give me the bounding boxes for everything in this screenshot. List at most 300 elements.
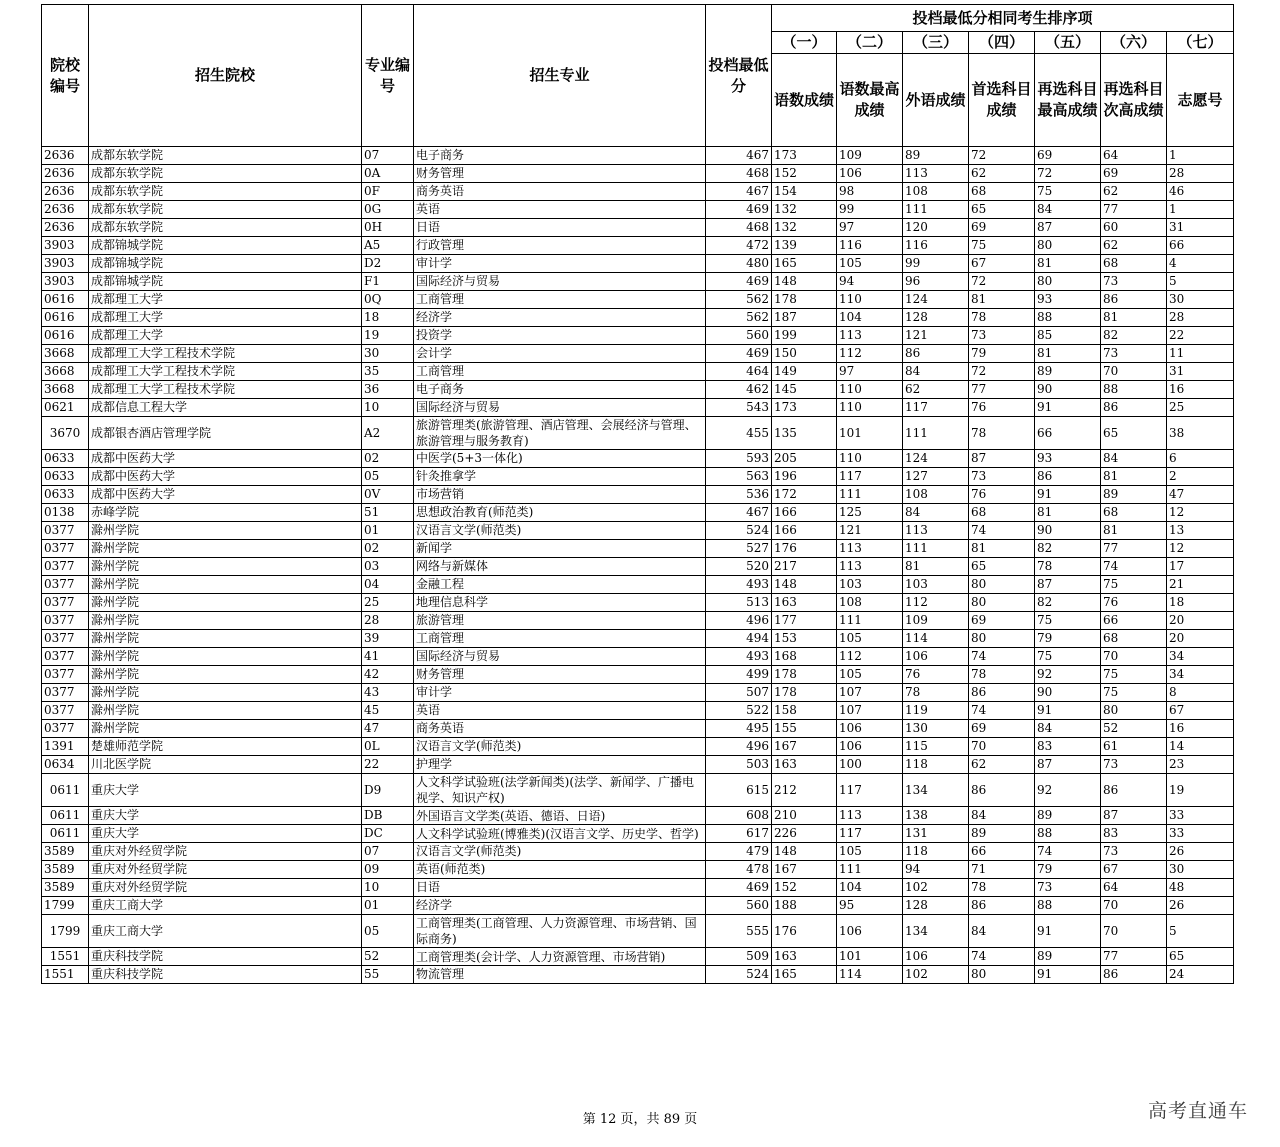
cell-school-name: 滁州学院: [89, 630, 362, 648]
cell-elective-max-score: 88: [1035, 309, 1101, 327]
cell-school-code: 0377: [42, 522, 89, 540]
header-order-4: （四）: [969, 32, 1035, 54]
cell-chinese-math-score: 167: [772, 738, 837, 756]
cell-major-code: 47: [362, 720, 414, 738]
cell-primary-subject-score: 65: [969, 558, 1035, 576]
cell-chinese-math-score: 139: [772, 237, 837, 255]
cell-primary-subject-score: 68: [969, 183, 1035, 201]
cell-preference-number: 24: [1167, 966, 1234, 984]
cell-major-code: 41: [362, 648, 414, 666]
cell-elective-max-score: 92: [1035, 774, 1101, 807]
cell-preference-number: 23: [1167, 756, 1234, 774]
cell-foreign-language-score: 124: [903, 450, 969, 468]
cell-school-code: 0611: [42, 774, 89, 807]
cell-elective-max-score: 89: [1035, 948, 1101, 966]
cell-min-score: 522: [706, 702, 772, 720]
cell-foreign-language-score: 113: [903, 522, 969, 540]
cell-school-code: 0377: [42, 540, 89, 558]
cell-school-code: 0633: [42, 468, 89, 486]
cell-school-code: 2636: [42, 201, 89, 219]
cell-elective-max-score: 93: [1035, 450, 1101, 468]
cell-elective-second-score: 74: [1101, 558, 1167, 576]
cell-elective-second-score: 62: [1101, 237, 1167, 255]
cell-elective-max-score: 90: [1035, 522, 1101, 540]
cell-school-code: 0377: [42, 720, 89, 738]
table-row: [42, 558, 1234, 576]
header-major-code: 专业编号: [362, 5, 414, 147]
cell-major-code: 0L: [362, 738, 414, 756]
cell-primary-subject-score: 72: [969, 273, 1035, 291]
cell-major-code: 30: [362, 345, 414, 363]
cell-preference-number: 25: [1167, 399, 1234, 417]
cell-foreign-language-score: 114: [903, 630, 969, 648]
cell-preference-number: 5: [1167, 915, 1234, 948]
table-row: [42, 756, 1234, 774]
cell-major-code: 0F: [362, 183, 414, 201]
cell-foreign-language-score: 113: [903, 165, 969, 183]
cell-school-name: 重庆对外经贸学院: [89, 843, 362, 861]
table-row: [42, 915, 1234, 948]
cell-elective-max-score: 75: [1035, 612, 1101, 630]
cell-preference-number: 5: [1167, 273, 1234, 291]
cell-chinese-math-score: 176: [772, 540, 837, 558]
cell-major-code: 19: [362, 327, 414, 345]
table-row: [42, 738, 1234, 756]
cell-major-name: 会计学: [414, 345, 706, 363]
cell-chinese-math-max: 110: [837, 291, 903, 309]
cell-chinese-math-max: 110: [837, 450, 903, 468]
cell-major-code: 0Q: [362, 291, 414, 309]
cell-min-score: 493: [706, 576, 772, 594]
header-order-2: （二）: [837, 32, 903, 54]
cell-school-code: 0633: [42, 486, 89, 504]
cell-preference-number: 20: [1167, 612, 1234, 630]
cell-foreign-language-score: 134: [903, 774, 969, 807]
cell-preference-number: 33: [1167, 825, 1234, 843]
cell-school-code: 3903: [42, 255, 89, 273]
cell-major-code: 39: [362, 630, 414, 648]
cell-chinese-math-score: 178: [772, 684, 837, 702]
cell-chinese-math-score: 166: [772, 522, 837, 540]
cell-chinese-math-max: 112: [837, 345, 903, 363]
cell-elective-max-score: 84: [1035, 720, 1101, 738]
cell-chinese-math-score: 155: [772, 720, 837, 738]
cell-elective-second-score: 52: [1101, 720, 1167, 738]
cell-elective-max-score: 75: [1035, 183, 1101, 201]
cell-major-name: 财务管理: [414, 666, 706, 684]
cell-major-code: F1: [362, 273, 414, 291]
cell-elective-second-score: 75: [1101, 666, 1167, 684]
cell-chinese-math-max: 99: [837, 201, 903, 219]
cell-elective-second-score: 73: [1101, 756, 1167, 774]
cell-school-code: 0377: [42, 666, 89, 684]
cell-chinese-math-max: 117: [837, 468, 903, 486]
cell-preference-number: 16: [1167, 720, 1234, 738]
cell-chinese-math-score: 177: [772, 612, 837, 630]
cell-elective-second-score: 82: [1101, 327, 1167, 345]
cell-min-score: 469: [706, 879, 772, 897]
cell-school-code: 0621: [42, 399, 89, 417]
cell-elective-max-score: 79: [1035, 630, 1101, 648]
header-elective-second-score: 再选科目次高成绩: [1101, 54, 1167, 147]
cell-school-name: 成都东软学院: [89, 219, 362, 237]
header-major-name: 招生专业: [414, 5, 706, 147]
table-row: [42, 861, 1234, 879]
cell-elective-second-score: 77: [1101, 201, 1167, 219]
cell-min-score: 524: [706, 522, 772, 540]
cell-school-code: 2636: [42, 219, 89, 237]
cell-major-code: 25: [362, 594, 414, 612]
cell-major-name: 国际经济与贸易: [414, 648, 706, 666]
cell-major-code: 04: [362, 576, 414, 594]
cell-school-name: 滁州学院: [89, 684, 362, 702]
cell-major-name: 旅游管理类(旅游管理、酒店管理、会展经济与管理、旅游管理与服务教育): [414, 417, 706, 450]
cell-foreign-language-score: 96: [903, 273, 969, 291]
cell-chinese-math-max: 104: [837, 879, 903, 897]
cell-elective-max-score: 92: [1035, 666, 1101, 684]
cell-chinese-math-score: 165: [772, 255, 837, 273]
cell-major-code: 52: [362, 948, 414, 966]
cell-major-name: 汉语言文学(师范类): [414, 843, 706, 861]
cell-chinese-math-score: 210: [772, 807, 837, 825]
cell-elective-max-score: 85: [1035, 327, 1101, 345]
cell-foreign-language-score: 99: [903, 255, 969, 273]
cell-elective-second-score: 70: [1101, 648, 1167, 666]
cell-elective-max-score: 81: [1035, 504, 1101, 522]
cell-school-name: 滁州学院: [89, 576, 362, 594]
cell-elective-second-score: 64: [1101, 147, 1167, 165]
cell-school-name: 重庆科技学院: [89, 966, 362, 984]
cell-min-score: 479: [706, 843, 772, 861]
cell-school-name: 成都东软学院: [89, 165, 362, 183]
cell-elective-second-score: 75: [1101, 684, 1167, 702]
cell-preference-number: 34: [1167, 666, 1234, 684]
cell-elective-max-score: 90: [1035, 684, 1101, 702]
cell-chinese-math-score: 150: [772, 345, 837, 363]
cell-foreign-language-score: 118: [903, 756, 969, 774]
cell-min-score: 494: [706, 630, 772, 648]
table-body: [42, 147, 1234, 984]
cell-min-score: 469: [706, 201, 772, 219]
cell-major-name: 市场营销: [414, 486, 706, 504]
header-preference-number: 志愿号: [1167, 54, 1234, 147]
cell-school-code: 3903: [42, 237, 89, 255]
cell-school-code: 2636: [42, 147, 89, 165]
cell-chinese-math-score: 163: [772, 756, 837, 774]
cell-elective-max-score: 87: [1035, 756, 1101, 774]
cell-chinese-math-max: 112: [837, 648, 903, 666]
table-row: [42, 327, 1234, 345]
cell-school-name: 成都理工大学工程技术学院: [89, 345, 362, 363]
cell-primary-subject-score: 80: [969, 594, 1035, 612]
cell-major-name: 金融工程: [414, 576, 706, 594]
cell-school-code: 3589: [42, 843, 89, 861]
cell-preference-number: 31: [1167, 363, 1234, 381]
header-tie-break-group: 投档最低分相同考生排序项: [772, 5, 1234, 32]
cell-major-name: 工商管理: [414, 363, 706, 381]
cell-chinese-math-max: 106: [837, 720, 903, 738]
cell-chinese-math-score: 148: [772, 576, 837, 594]
cell-elective-second-score: 86: [1101, 966, 1167, 984]
cell-foreign-language-score: 81: [903, 558, 969, 576]
cell-school-code: 3668: [42, 381, 89, 399]
cell-chinese-math-score: 168: [772, 648, 837, 666]
cell-school-code: 3670: [42, 417, 89, 450]
cell-primary-subject-score: 71: [969, 861, 1035, 879]
cell-chinese-math-max: 106: [837, 915, 903, 948]
cell-major-code: 22: [362, 756, 414, 774]
table-row: [42, 486, 1234, 504]
cell-preference-number: 48: [1167, 879, 1234, 897]
cell-foreign-language-score: 119: [903, 702, 969, 720]
cell-chinese-math-score: 148: [772, 843, 837, 861]
cell-chinese-math-score: 187: [772, 309, 837, 327]
cell-chinese-math-score: 167: [772, 861, 837, 879]
cell-school-code: 1799: [42, 897, 89, 915]
cell-elective-second-score: 68: [1101, 630, 1167, 648]
cell-chinese-math-score: 226: [772, 825, 837, 843]
cell-school-name: 重庆大学: [89, 825, 362, 843]
cell-chinese-math-max: 125: [837, 504, 903, 522]
cell-foreign-language-score: 111: [903, 201, 969, 219]
cell-chinese-math-max: 98: [837, 183, 903, 201]
cell-chinese-math-max: 111: [837, 612, 903, 630]
cell-elective-max-score: 74: [1035, 843, 1101, 861]
cell-primary-subject-score: 81: [969, 291, 1035, 309]
table-row: [42, 255, 1234, 273]
cell-chinese-math-score: 148: [772, 273, 837, 291]
cell-preference-number: 11: [1167, 345, 1234, 363]
cell-elective-max-score: 91: [1035, 915, 1101, 948]
cell-school-code: 0377: [42, 576, 89, 594]
cell-major-code: A2: [362, 417, 414, 450]
cell-primary-subject-score: 86: [969, 897, 1035, 915]
cell-primary-subject-score: 62: [969, 756, 1035, 774]
cell-primary-subject-score: 76: [969, 399, 1035, 417]
cell-major-name: 汉语言文学(师范类): [414, 522, 706, 540]
cell-school-code: 1551: [42, 948, 89, 966]
cell-school-name: 重庆工商大学: [89, 897, 362, 915]
cell-major-code: 09: [362, 861, 414, 879]
cell-min-score: 503: [706, 756, 772, 774]
cell-primary-subject-score: 69: [969, 612, 1035, 630]
cell-elective-second-score: 68: [1101, 504, 1167, 522]
cell-primary-subject-score: 73: [969, 327, 1035, 345]
cell-min-score: 615: [706, 774, 772, 807]
cell-major-name: 英语(师范类): [414, 861, 706, 879]
cell-school-code: 3589: [42, 879, 89, 897]
cell-primary-subject-score: 62: [969, 165, 1035, 183]
cell-chinese-math-max: 116: [837, 237, 903, 255]
cell-primary-subject-score: 70: [969, 738, 1035, 756]
cell-chinese-math-max: 107: [837, 702, 903, 720]
cell-school-code: 0377: [42, 630, 89, 648]
table-row: [42, 630, 1234, 648]
cell-foreign-language-score: 102: [903, 966, 969, 984]
cell-chinese-math-max: 121: [837, 522, 903, 540]
cell-preference-number: 21: [1167, 576, 1234, 594]
table-row: [42, 201, 1234, 219]
cell-major-code: 01: [362, 897, 414, 915]
cell-elective-second-score: 80: [1101, 702, 1167, 720]
cell-chinese-math-max: 105: [837, 630, 903, 648]
cell-min-score: 464: [706, 363, 772, 381]
table-row: [42, 363, 1234, 381]
admission-score-table: [41, 4, 1234, 984]
cell-min-score: 608: [706, 807, 772, 825]
cell-school-name: 成都理工大学: [89, 291, 362, 309]
cell-foreign-language-score: 130: [903, 720, 969, 738]
cell-primary-subject-score: 86: [969, 774, 1035, 807]
cell-chinese-math-score: 188: [772, 897, 837, 915]
cell-elective-second-score: 81: [1101, 309, 1167, 327]
cell-primary-subject-score: 72: [969, 363, 1035, 381]
table-row: [42, 879, 1234, 897]
cell-elective-max-score: 82: [1035, 540, 1101, 558]
cell-primary-subject-score: 74: [969, 648, 1035, 666]
cell-chinese-math-max: 108: [837, 594, 903, 612]
cell-chinese-math-max: 105: [837, 666, 903, 684]
cell-school-name: 成都东软学院: [89, 201, 362, 219]
cell-chinese-math-score: 135: [772, 417, 837, 450]
cell-foreign-language-score: 134: [903, 915, 969, 948]
table-row: [42, 468, 1234, 486]
cell-elective-max-score: 82: [1035, 594, 1101, 612]
cell-chinese-math-max: 117: [837, 774, 903, 807]
cell-min-score: 472: [706, 237, 772, 255]
cell-school-name: 成都理工大学: [89, 327, 362, 345]
cell-chinese-math-max: 113: [837, 807, 903, 825]
cell-major-code: 28: [362, 612, 414, 630]
cell-major-name: 人文科学试验班(博雅类)(汉语言文学、历史学、哲学): [414, 825, 706, 843]
cell-min-score: 543: [706, 399, 772, 417]
cell-major-code: DB: [362, 807, 414, 825]
cell-major-name: 工商管理: [414, 291, 706, 309]
cell-preference-number: 17: [1167, 558, 1234, 576]
cell-elective-second-score: 75: [1101, 576, 1167, 594]
cell-foreign-language-score: 84: [903, 363, 969, 381]
cell-min-score: 593: [706, 450, 772, 468]
cell-school-name: 滁州学院: [89, 612, 362, 630]
cell-major-code: 0V: [362, 486, 414, 504]
header-chinese-math-max: 语数最高成绩: [837, 54, 903, 147]
cell-chinese-math-max: 103: [837, 576, 903, 594]
cell-major-name: 商务英语: [414, 720, 706, 738]
cell-primary-subject-score: 65: [969, 201, 1035, 219]
cell-chinese-math-max: 114: [837, 966, 903, 984]
cell-school-name: 重庆对外经贸学院: [89, 861, 362, 879]
cell-major-code: 02: [362, 450, 414, 468]
cell-foreign-language-score: 112: [903, 594, 969, 612]
cell-major-code: 01: [362, 522, 414, 540]
cell-foreign-language-score: 106: [903, 648, 969, 666]
cell-elective-second-score: 67: [1101, 861, 1167, 879]
cell-primary-subject-score: 69: [969, 219, 1035, 237]
cell-preference-number: 20: [1167, 630, 1234, 648]
cell-major-name: 审计学: [414, 255, 706, 273]
cell-min-score: 520: [706, 558, 772, 576]
cell-min-score: 462: [706, 381, 772, 399]
cell-primary-subject-score: 66: [969, 843, 1035, 861]
table-row: [42, 843, 1234, 861]
cell-preference-number: 12: [1167, 504, 1234, 522]
cell-major-name: 旅游管理: [414, 612, 706, 630]
cell-major-name: 护理学: [414, 756, 706, 774]
cell-min-score: 495: [706, 720, 772, 738]
cell-school-name: 成都理工大学工程技术学院: [89, 363, 362, 381]
cell-min-score: 562: [706, 291, 772, 309]
cell-min-score: 507: [706, 684, 772, 702]
cell-chinese-math-score: 163: [772, 948, 837, 966]
cell-primary-subject-score: 67: [969, 255, 1035, 273]
cell-major-name: 工商管理类(会计学、人力资源管理、市场营销): [414, 948, 706, 966]
cell-school-name: 成都中医药大学: [89, 450, 362, 468]
cell-elective-second-score: 76: [1101, 594, 1167, 612]
cell-chinese-math-max: 94: [837, 273, 903, 291]
cell-preference-number: 31: [1167, 219, 1234, 237]
cell-school-code: 1551: [42, 966, 89, 984]
cell-major-name: 日语: [414, 219, 706, 237]
cell-chinese-math-max: 101: [837, 948, 903, 966]
cell-primary-subject-score: 74: [969, 702, 1035, 720]
table-row: [42, 594, 1234, 612]
cell-chinese-math-score: 153: [772, 630, 837, 648]
cell-major-code: 10: [362, 399, 414, 417]
cell-preference-number: 28: [1167, 309, 1234, 327]
cell-primary-subject-score: 74: [969, 948, 1035, 966]
cell-min-score: 496: [706, 612, 772, 630]
cell-preference-number: 30: [1167, 861, 1234, 879]
cell-foreign-language-score: 138: [903, 807, 969, 825]
cell-chinese-math-max: 97: [837, 363, 903, 381]
cell-chinese-math-max: 105: [837, 255, 903, 273]
cell-foreign-language-score: 86: [903, 345, 969, 363]
cell-primary-subject-score: 79: [969, 345, 1035, 363]
cell-school-code: 0377: [42, 594, 89, 612]
cell-school-code: 0634: [42, 756, 89, 774]
cell-elective-max-score: 69: [1035, 147, 1101, 165]
cell-preference-number: 28: [1167, 165, 1234, 183]
cell-major-code: 05: [362, 915, 414, 948]
cell-school-code: 0616: [42, 309, 89, 327]
cell-chinese-math-score: 178: [772, 666, 837, 684]
cell-major-code: 05: [362, 468, 414, 486]
header-school-name: 招生院校: [89, 5, 362, 147]
cell-preference-number: 66: [1167, 237, 1234, 255]
cell-primary-subject-score: 80: [969, 630, 1035, 648]
cell-elective-max-score: 83: [1035, 738, 1101, 756]
cell-min-score: 499: [706, 666, 772, 684]
cell-school-name: 成都锦城学院: [89, 237, 362, 255]
table-row: [42, 165, 1234, 183]
table-row: [42, 522, 1234, 540]
cell-school-code: 0611: [42, 807, 89, 825]
cell-school-code: 1799: [42, 915, 89, 948]
cell-foreign-language-score: 76: [903, 666, 969, 684]
cell-min-score: 469: [706, 273, 772, 291]
cell-major-name: 英语: [414, 201, 706, 219]
cell-elective-max-score: 80: [1035, 273, 1101, 291]
cell-major-code: 51: [362, 504, 414, 522]
header-order-7: （七）: [1167, 32, 1234, 54]
cell-chinese-math-max: 117: [837, 825, 903, 843]
watermark-text: 高考直通车: [1147, 1100, 1248, 1122]
cell-school-name: 滁州学院: [89, 540, 362, 558]
cell-major-name: 物流管理: [414, 966, 706, 984]
cell-foreign-language-score: 108: [903, 486, 969, 504]
cell-foreign-language-score: 116: [903, 237, 969, 255]
cell-foreign-language-score: 127: [903, 468, 969, 486]
